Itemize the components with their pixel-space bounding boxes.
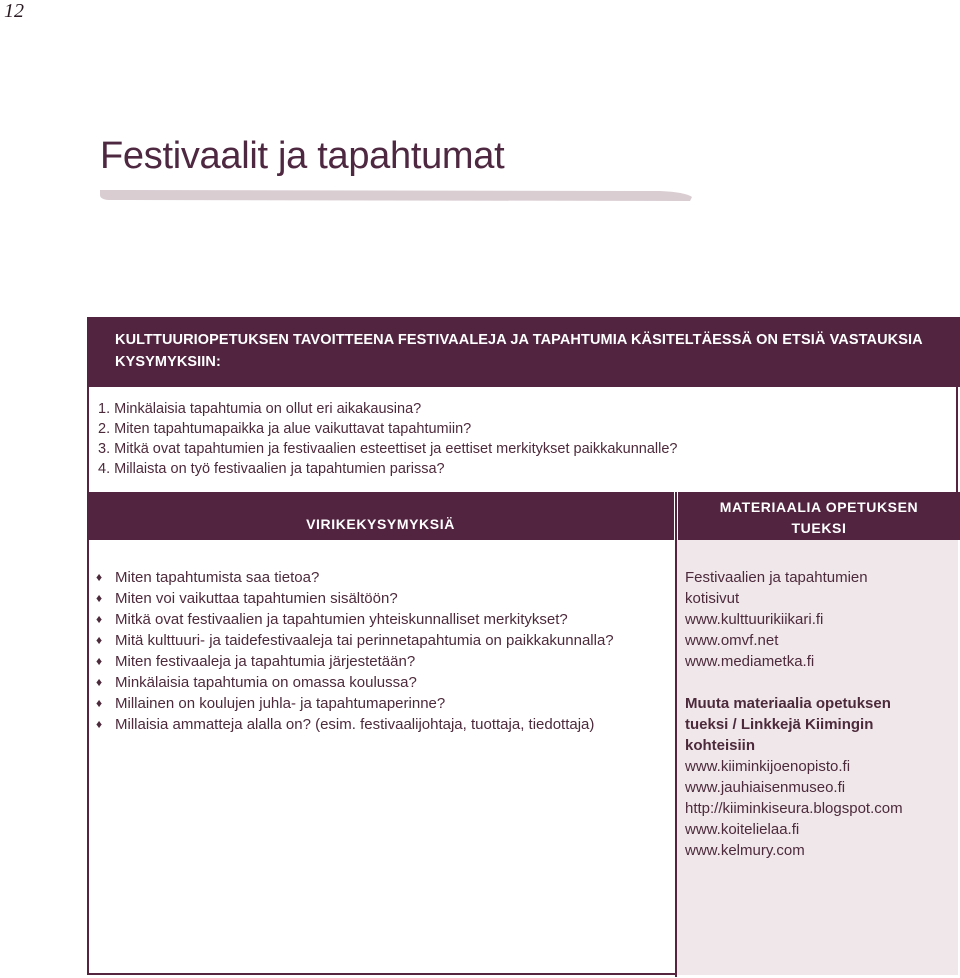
list-item bbox=[96, 588, 668, 609]
diamond-bullet-icon: ♦ bbox=[96, 696, 103, 710]
title-underline bbox=[100, 188, 692, 202]
list-item: 1. Minkälaisia tapahtumia on ollut eri aikakausina? bbox=[98, 401, 422, 417]
list-item bbox=[96, 693, 668, 714]
questions-list bbox=[96, 567, 668, 735]
diamond-bullet-icon: ♦ bbox=[96, 717, 103, 731]
spacer bbox=[685, 672, 955, 693]
question-text: Millainen on koulujen juhla- ja tapahtumaperinne? bbox=[115, 695, 446, 712]
more-materials-heading: tueksi / Linkkejä Kiimingin bbox=[685, 716, 874, 733]
more-materials-heading: Muuta materiaalia opetuksen bbox=[685, 695, 891, 712]
materials-intro: kotisivut bbox=[685, 590, 740, 607]
diamond-bullet-icon: ♦ bbox=[96, 633, 103, 647]
goals-header: KULTTUURIOPETUKSEN TAVOITTEENA FESTIVAALEJA JA TAPAHTUMIA KÄSITELTÄESSÄ ON ETSIÄ VASTAUKSIA KYSYMYKSIIN: bbox=[115, 332, 923, 370]
question-text: Minkälaisia tapahtumia on omassa koulussa? bbox=[115, 674, 417, 691]
materials-intro: Festivaalien ja tapahtumien bbox=[685, 569, 868, 586]
list-item bbox=[96, 567, 668, 588]
list-item bbox=[96, 630, 668, 651]
material-link[interactable]: www.omvf.net bbox=[685, 632, 779, 649]
question-text: Miten voi vaikuttaa tapahtumien sisältöön? bbox=[115, 590, 398, 607]
list-item: 3. Mitkä ovat tapahtumien ja festivaalien esteettiset ja eettiset merkitykset paikkakunnalle? bbox=[98, 441, 678, 457]
diamond-bullet-icon: ♦ bbox=[96, 570, 103, 584]
question-text: Mitkä ovat festivaalien ja tapahtumien yhteiskunnalliset merkitykset? bbox=[115, 611, 568, 628]
question-text: Miten festivaaleja ja tapahtumia järjestetään? bbox=[115, 653, 416, 670]
question-text: Mitä kulttuuri- ja taidefestivaaleja tai perinnetapahtumia on paikkakunnalla? bbox=[115, 632, 614, 649]
diamond-bullet-icon: ♦ bbox=[96, 591, 103, 605]
materials-header-line: MATERIAALIA OPETUKSEN bbox=[719, 499, 919, 515]
material-link[interactable]: www.mediametka.fi bbox=[685, 653, 815, 670]
materials-header-line: TUEKSI bbox=[791, 520, 847, 536]
materials-content bbox=[685, 567, 955, 861]
list-item: 2. Miten tapahtumapaikka ja alue vaikuttavat tapahtumiin? bbox=[98, 421, 472, 437]
question-text: Millaisia ammatteja alalla on? (esim. festivaalijohtaja, tuottaja, tiedottaja) bbox=[115, 716, 595, 733]
list-item bbox=[96, 672, 668, 693]
questions-header: VIRIKEKYSYMYKSIÄ bbox=[306, 515, 455, 532]
material-link[interactable]: www.koitelielaa.fi bbox=[685, 821, 800, 838]
diamond-bullet-icon: ♦ bbox=[96, 612, 103, 626]
list-item bbox=[96, 609, 668, 630]
material-link[interactable]: http://kiiminkiseura.blogspot.com bbox=[685, 800, 903, 817]
material-link[interactable]: www.jauhiaisenmuseo.fi bbox=[685, 779, 846, 796]
page-title: Festivaalit ja tapahtumat bbox=[100, 135, 505, 177]
material-link[interactable]: www.kiiminkijoenopisto.fi bbox=[685, 758, 851, 775]
question-text: Miten tapahtumista saa tietoa? bbox=[115, 569, 320, 586]
material-link[interactable]: www.kulttuurikiikari.fi bbox=[685, 611, 824, 628]
material-link[interactable]: www.kelmury.com bbox=[685, 842, 805, 859]
goals-header-band bbox=[87, 317, 960, 387]
materials-header-band bbox=[678, 492, 960, 540]
goals-list bbox=[98, 399, 678, 479]
list-item bbox=[96, 651, 668, 672]
diamond-bullet-icon: ♦ bbox=[96, 654, 103, 668]
diamond-bullet-icon: ♦ bbox=[96, 675, 103, 689]
list-item: 4. Millaista on työ festivaalien ja tapahtumien parissa? bbox=[98, 461, 445, 477]
more-materials-heading: kohteisiin bbox=[685, 737, 756, 754]
questions-header-band bbox=[87, 492, 674, 540]
list-item bbox=[96, 714, 668, 735]
page-number: 12 bbox=[4, 0, 24, 22]
